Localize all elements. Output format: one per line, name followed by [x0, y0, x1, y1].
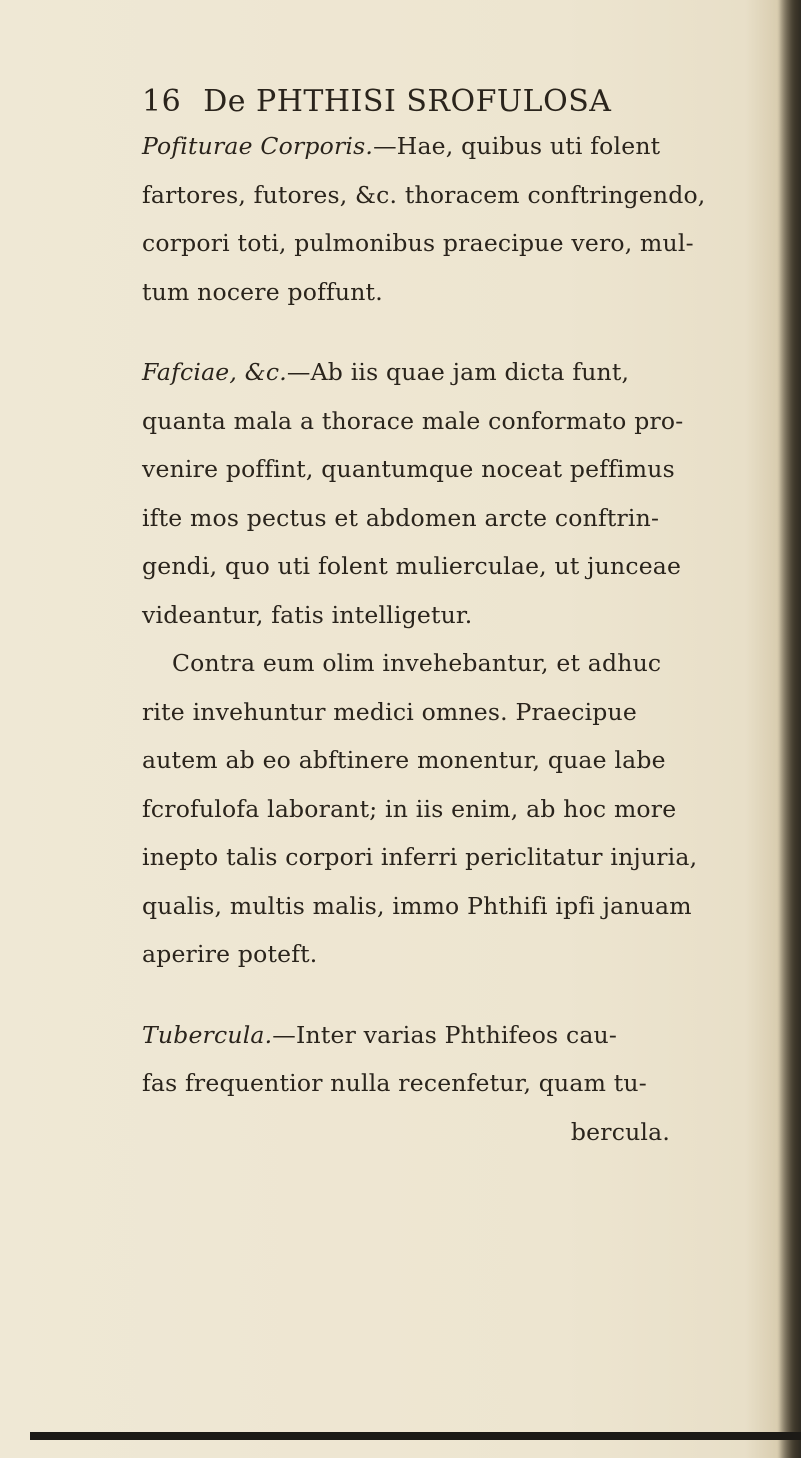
- text-line: venire poffint, quantumque noceat peffimus: [142, 455, 675, 483]
- text-line: aperire poteft.: [142, 940, 318, 968]
- text-line: autem ab eo abftinere monentur, quae labe: [142, 746, 666, 774]
- text-line: Pofiturae Corporis.—Hae, quibus uti folent: [142, 132, 661, 160]
- text-line: tum nocere poffunt.: [142, 277, 383, 306]
- text-line: Contra eum olim invehebantur, et adhuc: [172, 649, 662, 677]
- text-line: corpori toti, pulmonibus praecipue vero, mul-: [142, 229, 694, 257]
- text-line: inepto talis corpori inferri periclitatur injuria,: [142, 843, 698, 871]
- text-line: quanta mala a thorace male conformato pro-: [142, 406, 684, 435]
- text-line: fas frequentior nulla recenfetur, quam tu-: [142, 1069, 647, 1097]
- text-line: fcrofulofa laborant; in iis enim, ab hoc more: [142, 794, 677, 823]
- body-text: [142, 122, 706, 1156]
- paragraph-heading: Fafciae, &c.: [142, 358, 287, 386]
- text-line: gendi, quo uti folent mulierculae, ut junceae: [142, 552, 682, 580]
- catchword: bercula.: [570, 1117, 670, 1146]
- text-line: videantur, fatis intelligetur.: [142, 600, 473, 629]
- text-line: fartores, futores, &c. thoracem conftringendo,: [142, 180, 706, 209]
- text-line: qualis, multis malis, immo Phthifi ipfi januam: [142, 891, 692, 920]
- paragraph-heading: Pofiturae Corporis.: [142, 132, 374, 160]
- page-edge-shadow: [779, 0, 801, 1458]
- text-line: Fafciae, &c.—Ab iis quae jam dicta funt,: [142, 358, 630, 386]
- running-header: [142, 82, 702, 122]
- running-title: De PHTHISI SROFULOSA: [203, 84, 612, 119]
- text-line: Tubercula.—Inter varias Phthifeos cau-: [142, 1020, 618, 1049]
- text-line: rite invehuntur medici omnes. Praecipue: [142, 697, 637, 726]
- bottom-edge-rule: [30, 1432, 801, 1440]
- paragraph-heading: Tubercula.: [142, 1020, 273, 1049]
- text-line: ifte mos pectus et abdomen arcte conftrin-: [142, 503, 660, 532]
- page-number: 16: [142, 84, 182, 119]
